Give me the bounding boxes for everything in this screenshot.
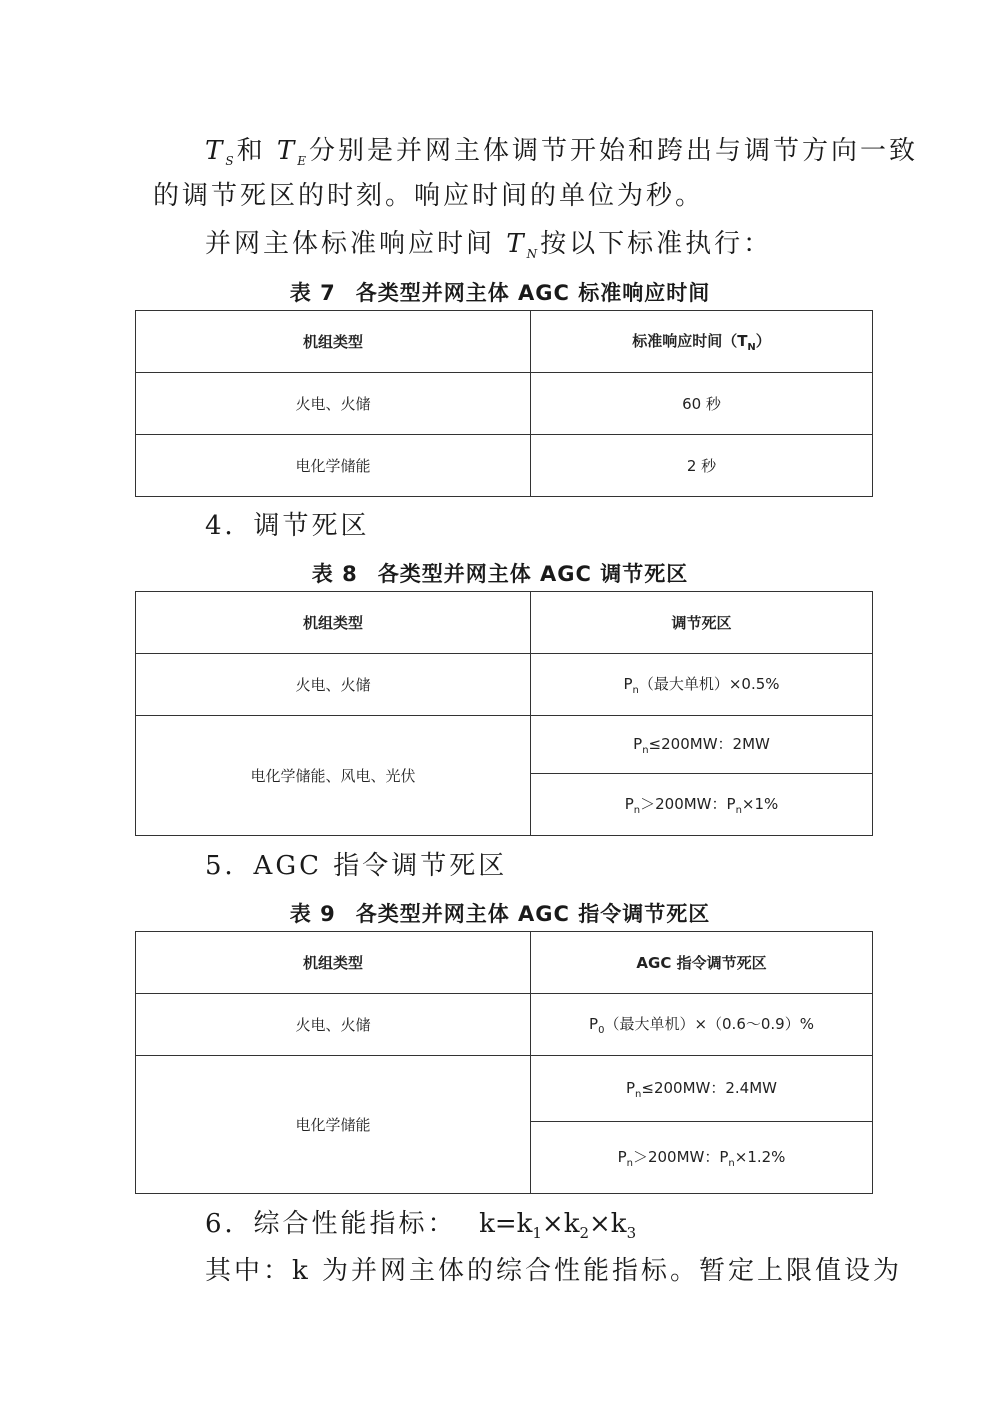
table9-cell-type: 火电、火储 [136, 994, 531, 1056]
paragraph-k-definition: 其中：k 为并网主体的综合性能指标。暂定上限值设为 [205, 1256, 903, 1286]
table-row [136, 994, 873, 1056]
table8-header-unit-type: 机组类型 [136, 592, 531, 654]
table-row [136, 1056, 873, 1122]
table8-caption [0, 560, 1000, 588]
paragraph-ts-te [0, 135, 1000, 177]
table9-cell-value: $P_n>200MW$：$P_n\times 1.2\%$ [531, 1122, 873, 1194]
table8-cell-type: 火电、火储 [136, 654, 531, 716]
table7-caption-number: 表 7 [289, 281, 336, 305]
text-p1-rest: 分别是并网主体调节开始和跨出与调节方向一致 [308, 136, 918, 166]
table7-caption-title: 各类型并网主体 AGC 标准响应时间 [355, 281, 711, 305]
table9-caption-title: 各类型并网主体 AGC 指令调节死区 [355, 902, 711, 926]
table8-caption-title: 各类型并网主体 AGC 调节死区 [377, 562, 689, 586]
table7-header-unit-type: 机组类型 [136, 311, 531, 373]
table-row [136, 592, 873, 654]
table9-cell-value: $P_0$（最大单机）×（0.6～0.9）% [531, 994, 873, 1056]
table9-header-command-deadband: AGC 指令调节死区 [531, 932, 873, 994]
table8-cell-value: $P_n>200MW$：$P_n\times 1\%$ [531, 774, 873, 836]
table7-cell-value: 2 秒 [531, 435, 873, 497]
paragraph-standard-response [0, 228, 1000, 270]
table9-caption-number: 表 9 [289, 902, 336, 926]
table7 [135, 310, 873, 497]
var-te: $T_E$ [276, 136, 309, 169]
var-tn: $T_N$ [506, 229, 541, 262]
table7-cell-value: 60 秒 [531, 373, 873, 435]
table-row [136, 311, 873, 373]
table7-caption [0, 279, 1000, 307]
section-heading-4: 4．调节死区 [205, 511, 370, 541]
table7-cell-type: 火电、火储 [136, 373, 531, 435]
text-h6-label: 6．综合性能指标： [205, 1209, 457, 1239]
text-p3-post: 按以下标准执行： [540, 229, 773, 259]
table-row [136, 932, 873, 994]
section-heading-6 [0, 1208, 1000, 1249]
table-row [136, 373, 873, 435]
table-row [136, 435, 873, 497]
table8-caption-number: 表 8 [311, 562, 358, 586]
table9-caption [0, 900, 1000, 928]
table8-header-deadband: 调节死区 [531, 592, 873, 654]
table7-header-response-time: 标准响应时间$(T_N)$ [531, 311, 873, 373]
section-heading-5: 5．AGC 指令调节死区 [205, 851, 508, 881]
table9-cell-type: 电化学储能 [136, 1056, 531, 1194]
formula-k: $k=k_1\times k_2\times k_3$ [479, 1209, 637, 1243]
paragraph-response-unit: 的调节死区的时刻。响应时间的单位为秒。 [153, 181, 705, 211]
var-ts: $T_S$ [205, 136, 237, 169]
table7-cell-type: 电化学储能 [136, 435, 531, 497]
text-p3-pre: 并网主体标准响应时间 [205, 229, 496, 259]
table-row [136, 654, 873, 716]
table8-cell-value: $P_n$（最大单机）×0.5% [531, 654, 873, 716]
text-and: 和 [236, 136, 266, 166]
table9-cell-value: $P_n\le 200MW$：2.4MW [531, 1056, 873, 1122]
table9 [135, 931, 873, 1194]
table9-header-unit-type: 机组类型 [136, 932, 531, 994]
table8 [135, 591, 873, 836]
table8-cell-type: 电化学储能、风电、光伏 [136, 716, 531, 836]
table8-cell-value: $P_n\le 200MW$：2MW [531, 716, 873, 774]
table-row [136, 716, 873, 774]
